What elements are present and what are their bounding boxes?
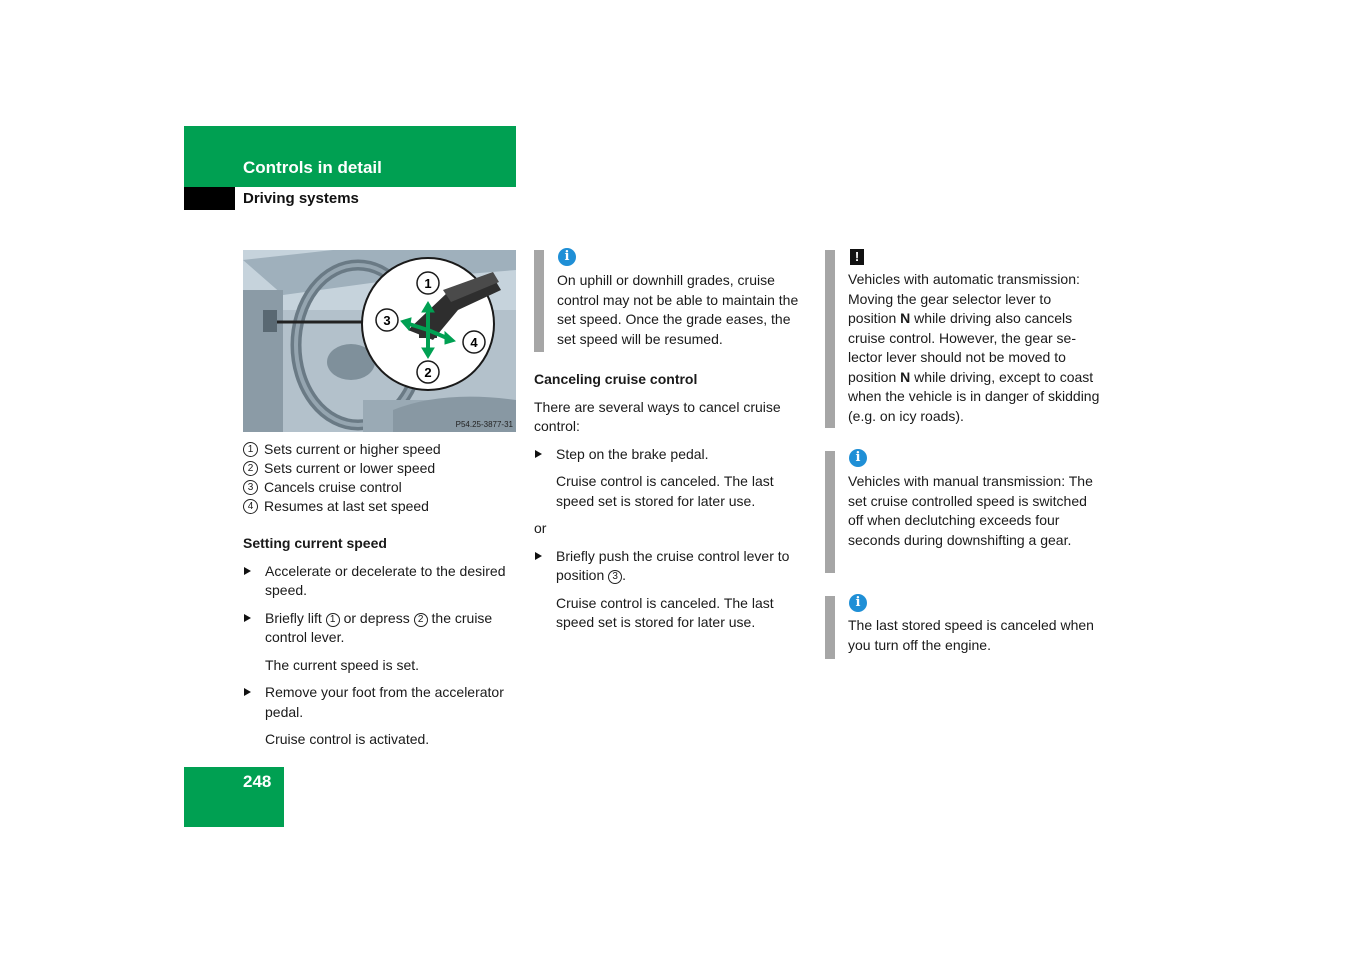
legend-item [243,497,518,516]
legend-number: 4 [243,499,258,514]
section-subtitle: Driving systems [243,190,359,207]
canceling-step-2 [534,547,809,586]
step-text: or depress [343,609,410,626]
info-text: On uphill or downhill grades, cruise control may not be able to maintain the set speed. Once the grade eases, the set speed will be resumed. [557,272,799,347]
callout-2: 2 [424,365,432,380]
legend-number: 1 [243,442,258,457]
page-number: 248 [243,772,272,791]
gear-position: N [900,310,911,326]
inline-number: 2 [414,613,428,627]
legend-item [243,459,518,478]
bullet-arrow-icon [535,450,542,458]
legend-number: 3 [243,480,258,495]
info-bar [825,596,835,659]
inline-number: 3 [608,570,622,584]
info-bar [534,250,544,352]
step-text: Accelerate or decelerate to the desired speed. [265,562,506,598]
step-text: Step on the brake pedal. [556,445,709,462]
legend-number: 2 [243,461,258,476]
inline-number: 1 [326,613,340,627]
bullet-arrow-icon [244,567,251,575]
canceling-heading: Canceling cruise control [534,371,698,387]
header-marker [184,187,235,210]
info-text: Vehicles with manual transmission: The set cruise controlled speed is switched off when declutching exceeds four seconds during downshifting a gear. [848,473,1093,548]
info-icon: i [849,594,867,612]
setting-step-3 [243,683,518,722]
info-icon: i [849,449,867,467]
canceling-result-1: Cruise control is canceled. The last speed set is stored for later use. [556,473,774,509]
cruise-control-illustration [243,250,516,432]
legend-text: Cancels cruise control [264,478,402,495]
step-text: the cruise control lever. [265,609,493,645]
section-title: Controls in detail [243,158,382,177]
setting-step-2 [243,609,518,648]
canceling-or: or [534,520,547,536]
legend-item [243,440,518,459]
setting-heading: Setting current speed [243,535,387,551]
bullet-arrow-icon [535,552,542,560]
warning-text [848,270,1100,426]
warning-part: Vehicles with automatic transmission: Moving the gear selector lever to position [848,271,1080,326]
bullet-arrow-icon [244,614,251,622]
info-engine-text [848,616,1100,655]
info-bar [825,451,835,573]
info-text: The last stored speed is canceled when you turn off the engine. [848,617,1094,653]
callout-4: 4 [470,335,478,350]
legend-text: Sets current or higher speed [264,440,441,457]
canceling-step-1 [534,445,809,465]
legend-item [243,478,518,497]
canceling-intro: There are several ways to cancel cruise control: [534,398,781,434]
gear-position: N [900,368,911,385]
legend-text: Sets current or lower speed [264,459,436,476]
info-manual-text [848,472,1100,550]
step-text: Remove your foot from the accelerator pedal. [265,684,504,720]
setting-result-3: Cruise control is activated. [265,731,430,747]
info-icon: i [558,248,576,266]
cruise-control-figure [243,250,516,432]
legend-text: Resumes at last set speed [264,497,429,514]
step-text: Briefly push the cruise control lever to position [556,547,790,583]
bullet-arrow-icon [244,688,251,696]
setting-step-1 [243,562,518,601]
step-text: Briefly lift [265,609,322,626]
step-text: . [622,567,627,583]
setting-result-2: The current speed is set. [265,656,420,673]
callout-3: 3 [383,313,391,328]
warning-part: while driving, except to coast when the vehicle is in danger of skidding (e.g. on icy roads). [848,368,1100,424]
left-column [243,440,518,750]
info-grades-text [557,271,809,349]
canceling-result-2: Cruise control is canceled. The last speed set is stored for later use. [556,594,774,630]
warning-part: while driving also cancels cruise control. However, the gear se-lector lever should not be moved to position [848,310,1076,385]
callout-1: 1 [424,276,432,291]
exclamation-icon: ! [850,249,864,265]
canceling-section [534,370,809,633]
figure-code: P54.25-3877-31 [455,420,513,429]
warning-bar [825,250,835,428]
